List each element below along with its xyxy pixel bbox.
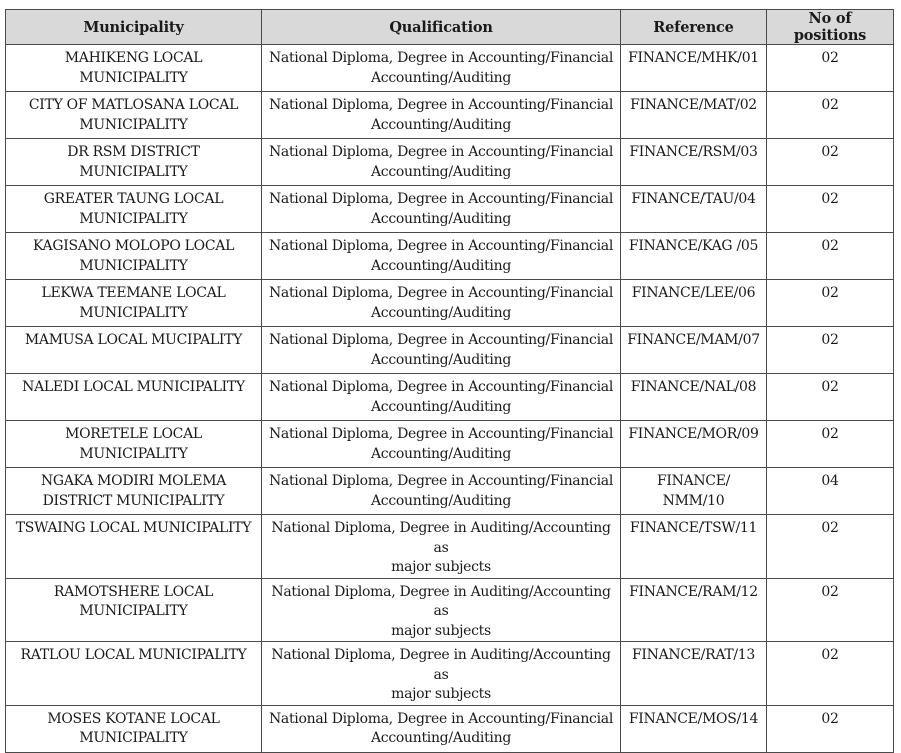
table-row [6, 705, 894, 752]
header-reference: Reference [621, 10, 767, 45]
positions-cell: 02 [767, 139, 894, 186]
municipality-line: CITY OF MATLOSANA LOCAL [28, 97, 239, 113]
qualification-cell [262, 578, 621, 642]
reference-line: FINANCE/MOS/14 [628, 710, 759, 727]
reference-cell [621, 374, 767, 421]
municipality-line: RATLOU LOCAL MUNICIPALITY [20, 647, 247, 663]
qualification-line: Accounting/Auditing [370, 398, 511, 415]
table-row [6, 578, 894, 642]
qualification-line: Accounting/Auditing [370, 351, 511, 368]
positions-cell: 02 [767, 186, 894, 233]
qualification-cell [262, 705, 621, 752]
qualification-line: Accounting/Auditing [370, 163, 511, 180]
qualification-line: Accounting/Auditing [370, 304, 511, 321]
reference-line: FINANCE/NAL/08 [630, 379, 757, 395]
reference-cell [621, 642, 767, 706]
positions-cell: 02 [767, 515, 894, 579]
qualification-line: National Diploma, Degree in Accounting/Financial [268, 473, 613, 489]
municipality-cell [6, 515, 262, 579]
qualification-line: Accounting/Auditing [370, 116, 511, 133]
table-row [6, 186, 894, 233]
positions-table [5, 9, 894, 753]
reference-line: FINANCE/RAM/12 [629, 583, 758, 600]
positions-cell: 02 [767, 92, 894, 139]
qualification-cell [262, 92, 621, 139]
qualification-line: National Diploma, Degree in Auditing/Accounting as [271, 520, 611, 556]
qualification-line: Accounting/Auditing [370, 730, 511, 746]
qualification-line: National Diploma, Degree in Auditing/Accounting as [271, 647, 611, 683]
qualification-line: Accounting/Auditing [370, 445, 511, 462]
qualification-cell [262, 45, 621, 92]
municipality-cell [6, 705, 262, 752]
reference-cell [621, 233, 767, 280]
municipality-cell [6, 186, 262, 233]
municipality-cell [6, 578, 262, 642]
reference-cell [621, 468, 767, 515]
positions-cell: 02 [767, 421, 894, 468]
qualification-cell [262, 515, 621, 579]
reference-cell [621, 421, 767, 468]
municipality-line: GREATER TAUNG LOCAL [43, 191, 224, 207]
qualification-line: National Diploma, Degree in Accounting/Financial [268, 285, 613, 301]
qualification-cell [262, 327, 621, 374]
municipality-line: MUNICIPALITY [79, 163, 188, 180]
qualification-line: National Diploma, Degree in Accounting/Financial [268, 710, 613, 727]
reference-line: FINANCE/RSM/03 [629, 144, 758, 160]
municipality-line: MUNICIPALITY [79, 730, 188, 746]
positions-cell: 02 [767, 233, 894, 280]
reference-line: FINANCE/MHK/01 [628, 50, 759, 66]
municipality-cell [6, 468, 262, 515]
qualification-line: National Diploma, Degree in Accounting/Financial [268, 97, 613, 113]
table-row [6, 327, 894, 374]
qualification-cell [262, 468, 621, 515]
table-row [6, 92, 894, 139]
qualification-line: National Diploma, Degree in Accounting/Financial [268, 426, 613, 442]
municipality-line: MUNICIPALITY [79, 116, 188, 133]
municipality-cell [6, 45, 262, 92]
qualification-line: major subjects [391, 622, 491, 639]
municipality-line: MUNICIPALITY [79, 304, 188, 321]
municipality-line: MUNICIPALITY [79, 603, 188, 619]
municipality-line: NGAKA MODIRI MOLEMA [40, 473, 227, 489]
municipality-cell [6, 233, 262, 280]
municipality-line: MORETELE LOCAL MUNICIPALITY [65, 426, 202, 462]
positions-cell: 02 [767, 578, 894, 642]
qualification-cell [262, 233, 621, 280]
qualification-line: Accounting/Auditing [370, 257, 511, 274]
positions-cell: 02 [767, 642, 894, 706]
municipality-line: MAMUSA LOCAL MUCIPALITY [24, 332, 243, 348]
municipality-line: MUNICIPALITY [79, 257, 188, 274]
qualification-line: major subjects [391, 559, 491, 575]
municipality-line: DR RSM DISTRICT [67, 144, 200, 160]
header-qualification: Qualification [262, 10, 621, 45]
reference-cell [621, 280, 767, 327]
qualification-line: National Diploma, Degree in Accounting/Financial [268, 50, 613, 66]
qualification-line: major subjects [391, 686, 491, 702]
positions-cell: 02 [767, 705, 894, 752]
municipality-line: NALEDI LOCAL MUNICIPALITY [22, 379, 245, 395]
reference-line: FINANCE/KAG /05 [628, 238, 759, 254]
reference-line: FINANCE/TAU/04 [631, 191, 756, 207]
reference-line: FINANCE/RAT/13 [631, 647, 756, 663]
municipality-line: TSWAING LOCAL MUNICIPALITY [15, 520, 252, 536]
municipality-line: MOSES KOTANE LOCAL [47, 710, 220, 727]
positions-cell: 02 [767, 327, 894, 374]
municipality-line: KAGISANO MOLOPO LOCAL [32, 238, 235, 254]
header-row [6, 10, 894, 45]
table-row [6, 374, 894, 421]
header-municipality: Municipality [6, 10, 262, 45]
table-row [6, 45, 894, 92]
positions-cell: 02 [767, 45, 894, 92]
qualification-cell [262, 374, 621, 421]
reference-cell [621, 45, 767, 92]
reference-line: FINANCE/MAM/07 [627, 332, 760, 348]
qualification-line: Accounting/Auditing [370, 492, 511, 509]
qualification-line: National Diploma, Degree in Auditing/Accounting as [271, 583, 611, 619]
reference-cell [621, 139, 767, 186]
municipality-line: MAHIKENG LOCAL MUNICIPALITY [64, 50, 203, 86]
qualification-cell [262, 280, 621, 327]
table-row [6, 139, 894, 186]
qualification-line: National Diploma, Degree in Accounting/Financial [268, 191, 613, 207]
reference-cell [621, 515, 767, 579]
municipality-line: RAMOTSHERE LOCAL [53, 583, 214, 600]
reference-cell [621, 327, 767, 374]
reference-line: FINANCE/MOR/09 [628, 426, 759, 442]
qualification-line: National Diploma, Degree in Accounting/Financial [268, 144, 613, 160]
reference-cell [621, 578, 767, 642]
table-row [6, 280, 894, 327]
municipality-cell [6, 327, 262, 374]
table-row [6, 468, 894, 515]
reference-cell [621, 186, 767, 233]
qualification-cell [262, 186, 621, 233]
municipality-cell [6, 421, 262, 468]
table-row [6, 421, 894, 468]
reference-line: FINANCE/LEE/06 [631, 285, 756, 301]
positions-cell: 04 [767, 468, 894, 515]
municipality-cell [6, 92, 262, 139]
reference-line: FINANCE/MAT/02 [630, 97, 757, 113]
reference-line: FINANCE/ [656, 473, 731, 489]
reference-cell [621, 705, 767, 752]
positions-cell: 02 [767, 280, 894, 327]
reference-line: FINANCE/TSW/11 [629, 520, 758, 536]
table-row [6, 233, 894, 280]
reference-cell [621, 92, 767, 139]
positions-cell: 02 [767, 374, 894, 421]
table-row [6, 515, 894, 579]
qualification-cell [262, 421, 621, 468]
qualification-line: Accounting/Auditing [370, 210, 511, 227]
municipality-line: DISTRICT MUNICIPALITY [42, 492, 225, 509]
header-positions: No of positions [767, 10, 894, 45]
reference-line: NMM/10 [662, 492, 725, 509]
qualification-cell [262, 642, 621, 706]
qualification-line: National Diploma, Degree in Accounting/Financial [268, 332, 613, 348]
table-row [6, 642, 894, 706]
qualification-line: National Diploma, Degree in Accounting/Financial [268, 238, 613, 254]
municipality-cell [6, 374, 262, 421]
municipality-cell [6, 139, 262, 186]
qualification-cell [262, 139, 621, 186]
municipality-cell [6, 642, 262, 706]
qualification-line: National Diploma, Degree in Accounting/Financial [268, 379, 613, 395]
qualification-line: Accounting/Auditing [370, 69, 511, 86]
municipality-line: MUNICIPALITY [79, 210, 188, 227]
municipality-line: LEKWA TEEMANE LOCAL [41, 285, 226, 301]
municipality-cell [6, 280, 262, 327]
